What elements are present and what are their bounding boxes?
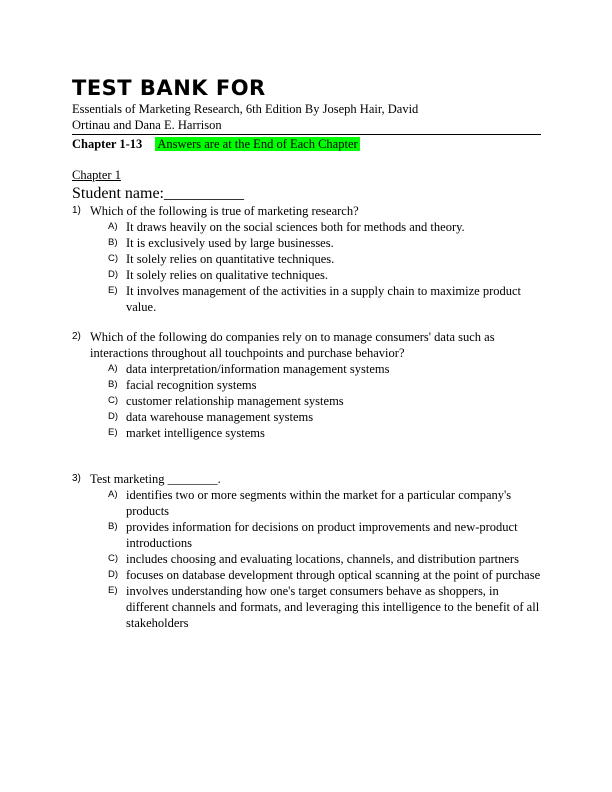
- question-number: 1): [72, 205, 81, 216]
- question-text: Test marketing ________.: [90, 472, 221, 486]
- option-list: [72, 219, 542, 315]
- option-list: [72, 361, 542, 441]
- option-b[interactable]: [72, 519, 542, 551]
- option-a[interactable]: [72, 487, 542, 519]
- chapter-link[interactable]: Chapter 1: [72, 168, 121, 182]
- option-letter: E): [108, 285, 118, 296]
- option-letter: A): [108, 489, 118, 500]
- option-text: involves understanding how one's target consumers behave as shoppers, in different channels and formats, and leveraging this intelligence to the benefit of all stakeholders: [126, 584, 540, 630]
- option-letter: C): [108, 253, 119, 264]
- option-text: It draws heavily on the social sciences both for methods and theory.: [126, 220, 465, 234]
- option-letter: E): [108, 585, 118, 596]
- option-text: data interpretation/information management systems: [126, 362, 390, 376]
- option-text: customer relationship management systems: [126, 394, 344, 408]
- option-letter: E): [108, 427, 118, 438]
- question-1: [72, 203, 542, 315]
- option-text: It solely relies on quantitative techniques.: [126, 252, 335, 266]
- option-text: market intelligence systems: [126, 426, 265, 440]
- option-c[interactable]: [72, 393, 542, 409]
- question-text: Which of the following do companies rely on to manage consumers' data such as interactions throughout all touchpoints and purchase behavior?: [90, 330, 495, 360]
- option-text: includes choosing and evaluating locations, channels, and distribution partners: [126, 552, 519, 566]
- option-c[interactable]: [72, 551, 542, 567]
- chapter-range-line: [72, 137, 360, 152]
- option-a[interactable]: [72, 361, 542, 377]
- option-c[interactable]: [72, 251, 542, 267]
- option-d[interactable]: [72, 409, 542, 425]
- option-text: facial recognition systems: [126, 378, 257, 392]
- option-text: It is exclusively used by large businesses.: [126, 236, 334, 250]
- option-letter: D): [108, 569, 119, 580]
- option-letter: C): [108, 395, 119, 406]
- option-text: provides information for decisions on product improvements and new-product introductions: [126, 520, 518, 550]
- option-text: It solely relies on qualitative techniques.: [126, 268, 329, 282]
- option-b[interactable]: [72, 235, 542, 251]
- question-text: Which of the following is true of marketing research?: [90, 204, 359, 218]
- option-letter: D): [108, 269, 119, 280]
- option-letter: B): [108, 237, 118, 248]
- chapter-range: Chapter 1-13: [72, 137, 143, 151]
- option-d[interactable]: [72, 567, 542, 583]
- question-number: 3): [72, 473, 81, 484]
- option-list: [72, 487, 542, 631]
- student-name-field: Student name:__________: [72, 185, 244, 202]
- subtitle-line-2: Ortinau and Dana E. Harrison: [72, 118, 222, 132]
- option-letter: A): [108, 363, 118, 374]
- option-letter: C): [108, 553, 119, 564]
- option-e[interactable]: [72, 425, 542, 441]
- option-a[interactable]: [72, 219, 542, 235]
- question-number: 2): [72, 331, 81, 342]
- option-b[interactable]: [72, 377, 542, 393]
- question-3: [72, 471, 542, 631]
- subtitle-line-1: Essentials of Marketing Research, 6th Edition By Joseph Hair, David: [72, 102, 419, 116]
- option-e[interactable]: [72, 283, 542, 315]
- header-divider: [72, 134, 541, 135]
- option-letter: D): [108, 411, 119, 422]
- option-letter: B): [108, 379, 118, 390]
- question-2: [72, 329, 542, 441]
- option-letter: B): [108, 521, 118, 532]
- book-subtitle: [72, 101, 532, 133]
- document-title: TEST BANK FOR: [72, 76, 266, 100]
- answers-note-highlight: Answers are at the End of Each Chapter: [157, 137, 358, 151]
- option-d[interactable]: [72, 267, 542, 283]
- option-text: focuses on database development through optical scanning at the point of purchase: [126, 568, 541, 582]
- option-letter: A): [108, 221, 118, 232]
- option-text: It involves management of the activities in a supply chain to maximize product value.: [126, 284, 522, 314]
- option-text: data warehouse management systems: [126, 410, 314, 424]
- option-e[interactable]: [72, 583, 542, 631]
- option-text: identifies two or more segments within the market for a particular company's products: [126, 488, 512, 518]
